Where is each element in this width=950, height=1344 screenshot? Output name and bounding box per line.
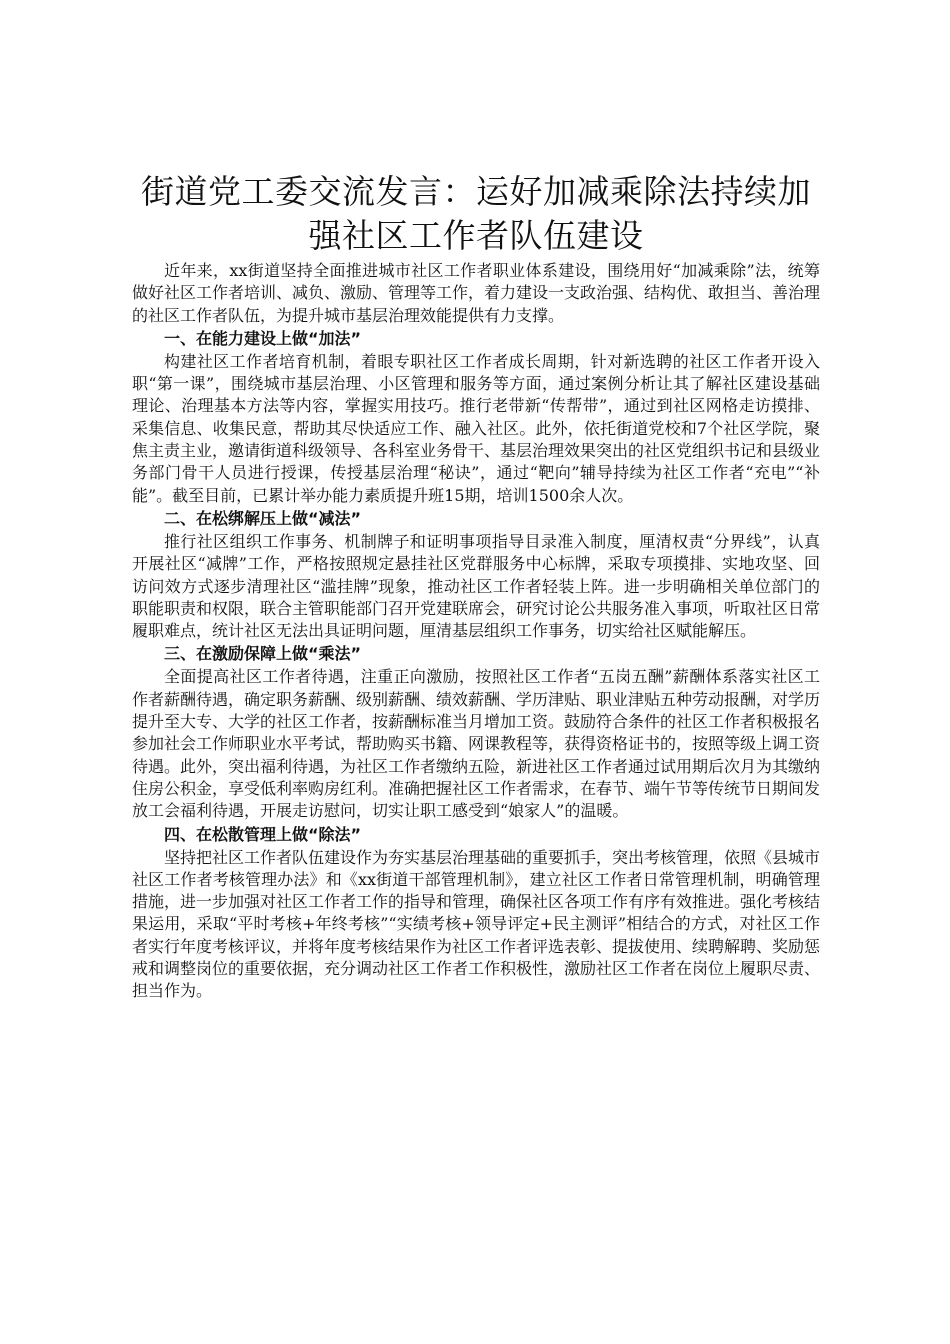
section-heading: 一、在能力建设上做“加法”: [164, 328, 362, 348]
section-body: 推行社区组织工作事务、机制牌子和证明事项指导目录准入制度，厘清权责“分界线”，认真开展社区“减牌”工作，严格按照规定悬挂社区党群服务中心标牌，采取专项摸排、实地攻坚、回访问效方式逐步清理社区“滥挂牌”现象，推动社区工作者轻装上阵。进一步明确相关单位部门的职能职责和权限，联合主管职能部门召开党建联席会，研究讨论公共服务准入事项，听取社区日常履职难点，统计社区无法出具证明问题，厘清基层组织工作事务，切实给社区赋能解压。: [132, 531, 821, 641]
section-body: 构建社区工作者培育机制，着眼专职社区工作者成长周期，针对新选聘的社区工作者开设入职“第一课”，围绕城市基层治理、小区管理和服务等方面，通过案例分析让其了解社区建设基础理论、治理基本方法等内容，掌握实用技巧。推行老带新“传帮带”，通过到社区网格走访摸排、采集信息、收集民意，帮助其尽快适应工作、融入社区。此外，依托街道党校和7个社区学院，聚焦主责主业，邀请街道科级领导、各科室业务骨干、基层治理效果突出的社区党组织书记和县级业务部门骨干人员进行授课，传授基层治理“秘诀”，通过“靶向”辅导持续为社区工作者“充电”“补能”。截至目前，已累计举办能力素质提升班15期，培训1500余人次。: [132, 351, 821, 505]
document-title: 街道党工委交流发言：运好加减乘除法持续加强社区工作者队伍建设: [141, 172, 811, 255]
section-1: [132, 327, 820, 507]
section-heading: 四、在松散管理上做“除法”: [164, 824, 362, 844]
section-2: [132, 507, 820, 642]
section-heading: 三、在激励保障上做“乘法”: [164, 644, 362, 664]
section-body: 全面提高社区工作者待遇，注重正向激励，按照社区工作者“五岗五酬”薪酬体系落实社区工作者薪酬待遇，确定职务薪酬、级别薪酬、绩效薪酬、学历津贴、职业津贴五种劳动报酬，对学历提升至大专、大学的社区工作者，按薪酬标准当月增加工资。鼓励符合条件的社区工作者积极报名参加社会工作师职业水平考试，帮助购买书籍、网课教程等，获得资格证书的，按照等级上调工资待遇。此外，突出福利待遇，为社区工作者缴纳五险，新进社区工作者通过试用期后次月为其缴纳住房公积金，享受低利率购房红利。准确把握社区工作者需求，在春节、端午节等传统节日期间发放工会福利待遇，开展走访慰问，切实让职工感受到“娘家人”的温暖。: [132, 667, 821, 821]
section-body: 坚持把社区工作者队伍建设作为夯实基层治理基础的重要抓手，突出考核管理，依照《县城市社区工作者考核管理办法》和《xx街道干部管理机制》，建立社区工作者日常管理机制，明确管理措施，进一步加强对社区工作者工作的指导和管理，确保社区各项工作有序有效推进。强化考核结果运用，采取“平时考核+年终考核”“实绩考核+领导评定+民主测评”相结合的方式，对社区工作者实行年度考核评议，并将年度考核结果作为社区工作者评选表彰、提拔使用、续聘解聘、奖励惩戒和调整岗位的重要依据，充分调动社区工作者工作积极性，激励社区工作者在岗位上履职尽责、担当作为。: [132, 847, 821, 1001]
document-page: [132, 170, 820, 1003]
intro-paragraph: 近年来，xx街道坚持全面推进城市社区工作者职业体系建设，围绕用好“加减乘除”法，统筹做好社区工作者培训、减负、激励、管理等工作，着力建设一支政治强、结构优、敢担当、善治理的社区工作者队伍，为提升城市基层治理效能提供有力支撑。: [132, 261, 821, 325]
section-4: [132, 823, 820, 1003]
section-3: [132, 642, 820, 822]
section-heading: 二、在松绑解压上做“减法”: [164, 508, 362, 528]
